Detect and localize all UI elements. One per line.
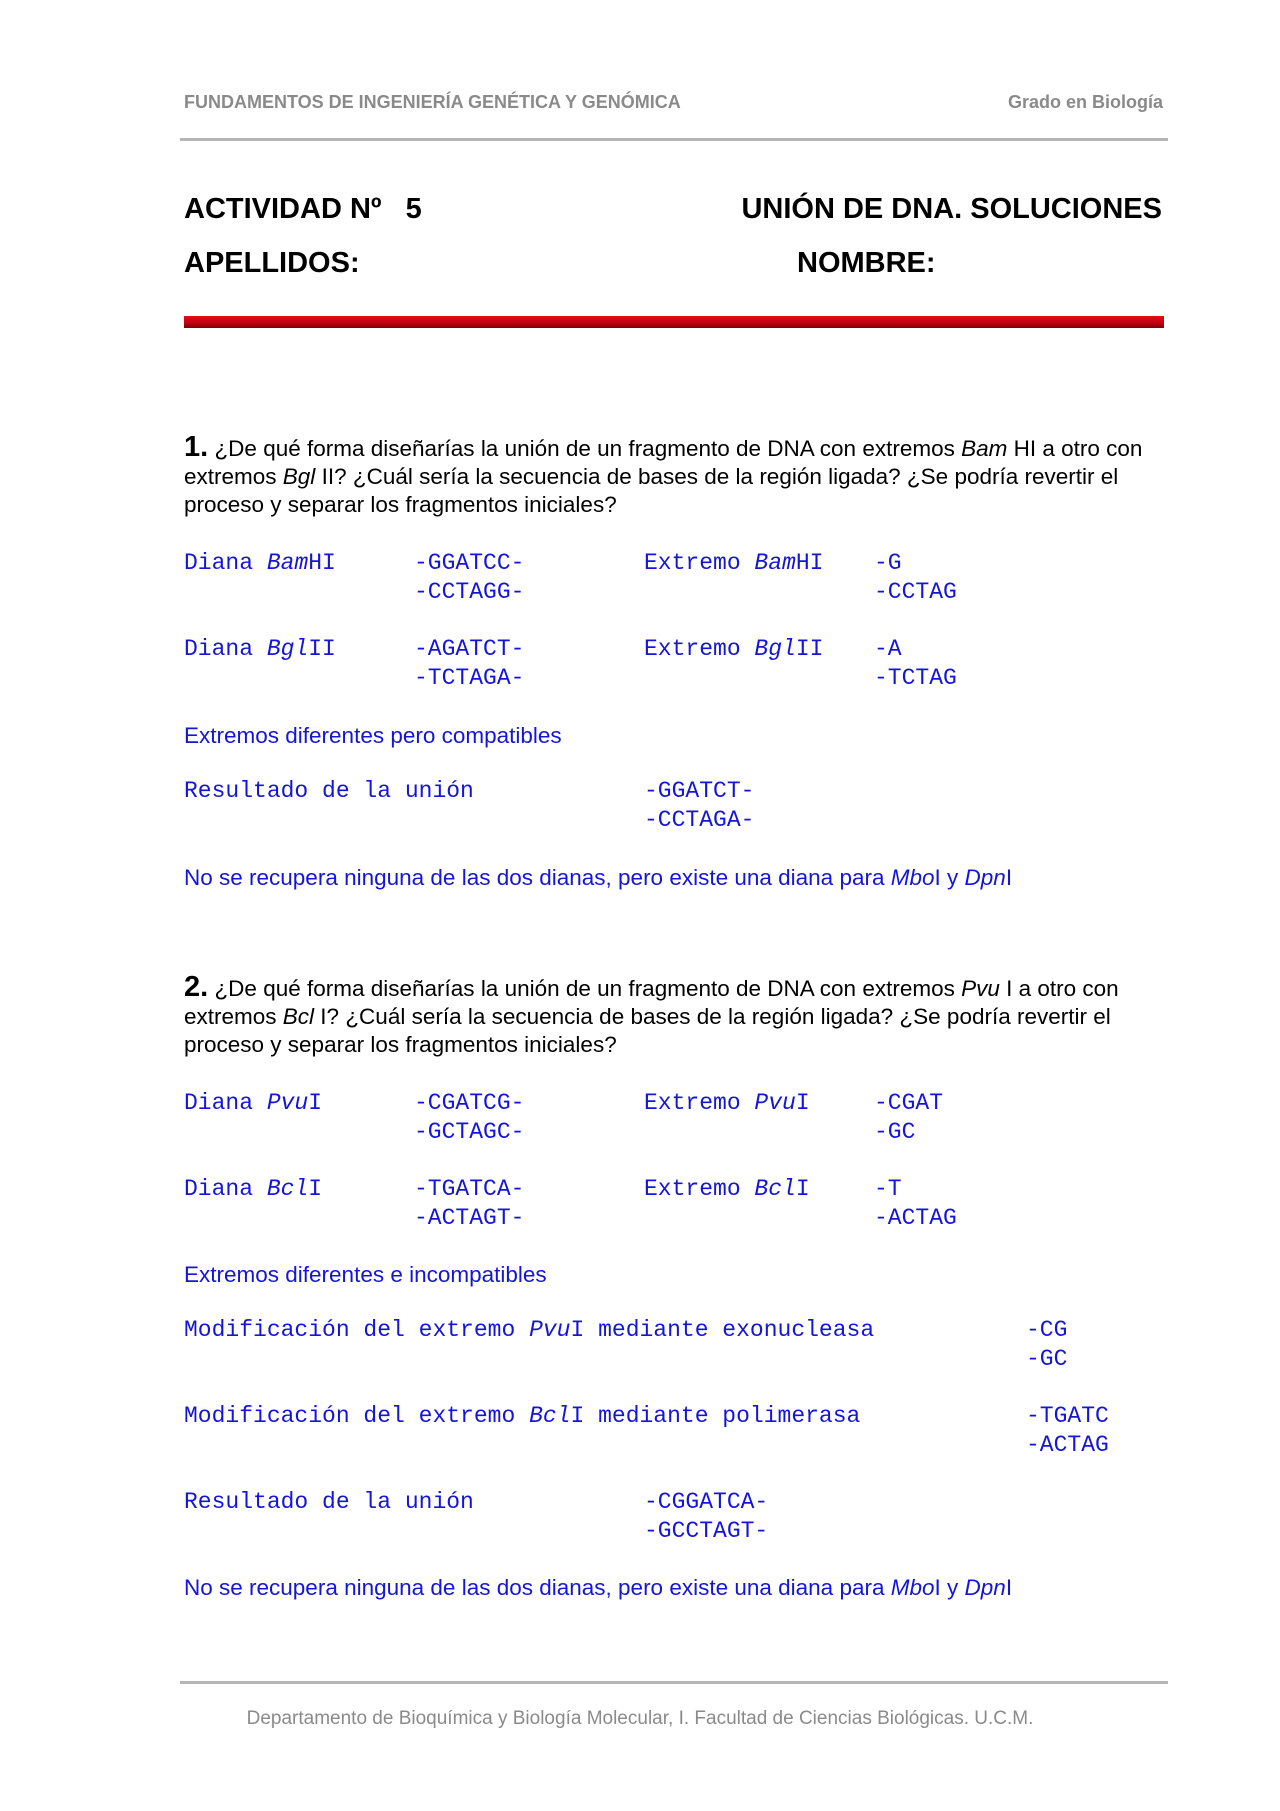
q2-mod-bcli-bottom: -ACTAG xyxy=(1026,1432,1109,1458)
header-degree: Grado en Biología xyxy=(1007,92,1163,112)
surname-label: APELLIDOS: xyxy=(184,247,360,279)
q2-compat-note: Extremos diferentes e incompatibles xyxy=(184,1262,547,1287)
q2-extremo-bcli-label: Extremo BclI xyxy=(644,1176,810,1202)
q2-mod-bcli-label: Modificación del extremo BclI mediante polimerasa xyxy=(184,1403,861,1429)
q2-conclusion: No se recupera ninguna de las dos dianas, pero existe una diana para MboI y DpnI xyxy=(184,1575,1013,1600)
q2-extremo-pvui-label: Extremo PvuI xyxy=(644,1090,810,1116)
q1-extremo-bamhi-top: -G xyxy=(874,550,902,576)
q1-result-bottom: -CCTAGA- xyxy=(644,807,755,833)
activity-number: 5 xyxy=(405,193,422,225)
q2-result-bottom: -GCCTAGT- xyxy=(644,1518,769,1544)
q2-diana-bcli-label: Diana BclI xyxy=(184,1176,323,1202)
q2-extremo-bcli-top: -T xyxy=(874,1176,902,1202)
q1-extremo-bamhi-label: Extremo BamHI xyxy=(644,550,824,576)
q1-extremo-bglii-bottom: -TCTAG xyxy=(874,665,957,691)
q1-compat-note: Extremos diferentes pero compatibles xyxy=(184,723,562,748)
q2-result-top: -CGGATCA- xyxy=(644,1489,769,1515)
name-label: NOMBRE: xyxy=(797,247,936,279)
question-2: 2. ¿De qué forma diseñarías la unión de un fragmento de DNA con extremos Pvu I a otro con extremos Bcl I? ¿Cuál sería la secuencia de bases de la región ligada? ¿Se podría revertir el proceso y separar los fragmentos iniciales? xyxy=(184,971,1119,1057)
q1-diana-bglii-label: Diana BglII xyxy=(184,636,336,662)
q1-diana-bglii-top: -AGATCT- xyxy=(414,636,525,662)
q1-conclusion: No se recupera ninguna de las dos dianas, pero existe una diana para MboI y DpnI xyxy=(184,865,1013,890)
header-course: FUNDAMENTOS DE INGENIERÍA GENÉTICA Y GENÓMICA xyxy=(184,92,681,112)
activity-name: UNIÓN DE DNA. SOLUCIONES xyxy=(741,193,1162,225)
q2-mod-pvui-label: Modificación del extremo PvuI mediante exonucleasa xyxy=(184,1317,875,1343)
footer-text: Departamento de Bioquímica y Biología Molecular, I. Facultad de Ciencias Biológicas. U.C.M. xyxy=(246,1708,1034,1729)
q1-result-label: Resultado de la unión xyxy=(184,778,474,804)
q2-diana-bcli-bottom: -ACTAGT- xyxy=(414,1205,525,1231)
q2-extremo-pvui-top: -CGAT xyxy=(874,1090,944,1116)
question-1: 1. ¿De qué forma diseñarías la unión de un fragmento de DNA con extremos Bam HI a otro con extremos Bgl II? ¿Cuál sería la secuencia de bases de la región ligada? ¿Se podría revertir el proceso y separar los fragmentos iniciales? xyxy=(184,431,1143,517)
activity-label: ACTIVIDAD Nº 5 xyxy=(184,193,422,225)
q2-diana-pvui-bottom: -GCTAGC- xyxy=(414,1119,525,1145)
footer-divider xyxy=(180,1681,1168,1684)
q2-result-label: Resultado de la unión xyxy=(184,1489,474,1515)
q1-extremo-bamhi-bottom: -CCTAG xyxy=(874,579,957,605)
q1-diana-bamhi-bottom: -CCTAGG- xyxy=(414,579,525,605)
q1-diana-bamhi-top: -GGATCC- xyxy=(414,550,525,576)
title-divider xyxy=(184,316,1164,328)
q1-diana-bglii-bottom: -TCTAGA- xyxy=(414,665,525,691)
q2-diana-pvui-top: -CGATCG- xyxy=(414,1090,525,1116)
q1-extremo-bglii-label: Extremo BglII xyxy=(644,636,824,662)
header-divider xyxy=(180,138,1168,141)
q2-mod-bcli-top: -TGATC xyxy=(1026,1403,1109,1429)
q2-mod-pvui-top: -CG xyxy=(1026,1317,1068,1343)
q1-result-top: -GGATCT- xyxy=(644,778,755,804)
q2-mod-pvui-bottom: -GC xyxy=(1026,1346,1068,1372)
q1-diana-bamhi-label: Diana BamHI xyxy=(184,550,336,576)
q2-extremo-pvui-bottom: -GC xyxy=(874,1119,916,1145)
q2-diana-bcli-top: -TGATCA- xyxy=(414,1176,525,1202)
q2-extremo-bcli-bottom: -ACTAG xyxy=(874,1205,957,1231)
q1-extremo-bglii-top: -A xyxy=(874,636,902,662)
q2-diana-pvui-label: Diana PvuI xyxy=(184,1090,323,1116)
